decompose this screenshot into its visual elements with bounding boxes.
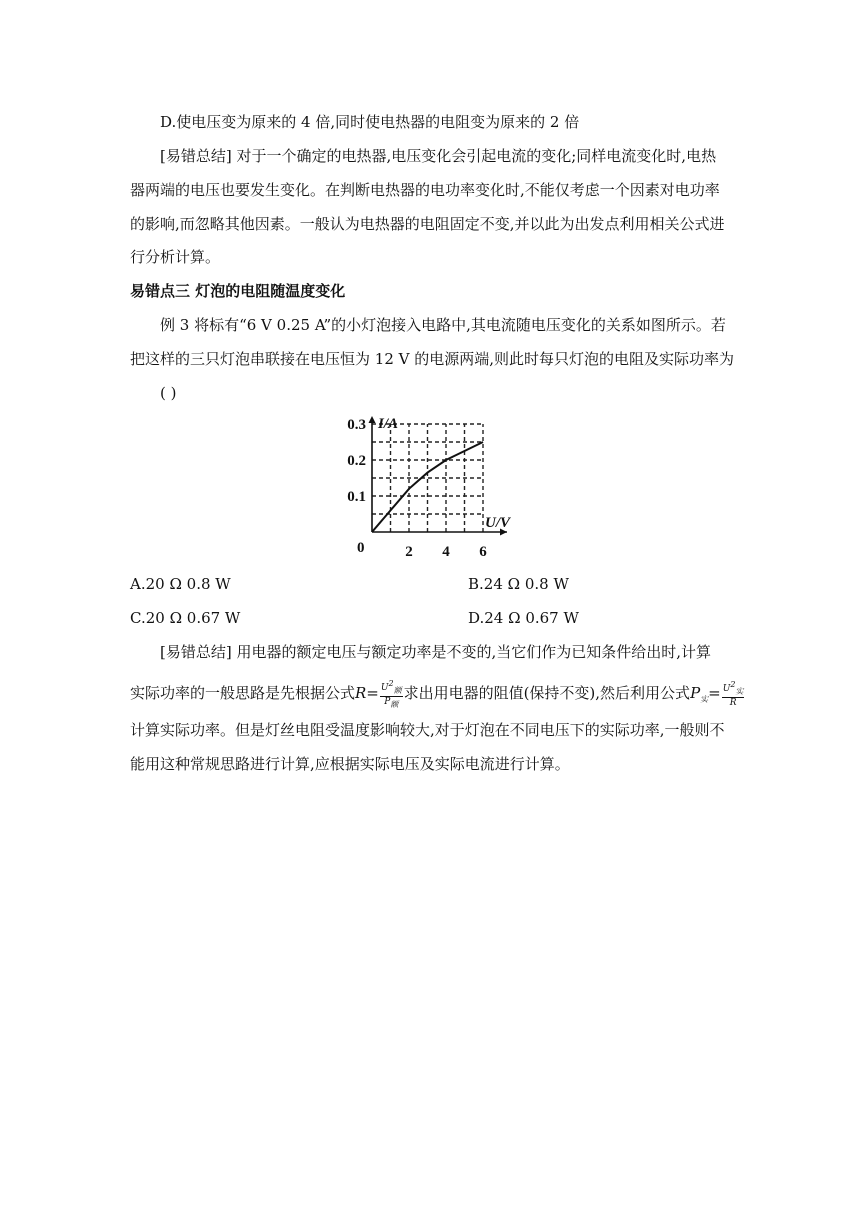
option-a[interactable]: A.20 Ω 0.8 W bbox=[130, 575, 231, 593]
x-tick-label: 6 bbox=[479, 544, 487, 560]
formula-power: $P_实=$ $\frac{U^2_实}{R}$ bbox=[690, 679, 744, 708]
y-tick-label: 0.1 bbox=[347, 489, 366, 505]
summary1-line1: [易错总结] 对于一个确定的电热器,电压变化会引起电流的变化;同样电流变化时,电热 bbox=[160, 147, 717, 165]
option-d-previous: D.使电压变为原来的 4 倍,同时使电热器的电阻变为原来的 2 倍 bbox=[160, 113, 580, 131]
y-axis-arrow bbox=[369, 416, 376, 423]
summary2-line3: 计算实际功率。但是灯丝电阻受温度影响较大,对于灯泡在不同电压下的实际功率,一般则不 bbox=[130, 721, 725, 739]
summary2-line2 bbox=[130, 678, 745, 710]
x-axis-label: U/V bbox=[485, 515, 511, 531]
current-voltage-chart bbox=[335, 410, 525, 560]
example3-line2: 把这样的三只灯泡串联接在电压恒为 12 V 的电源两端,则此时每只灯泡的电阻及实际功率为 bbox=[130, 350, 734, 368]
y-tick-label: 0.2 bbox=[347, 453, 366, 469]
y-tick-label: 0.3 bbox=[347, 417, 366, 433]
summary1-line2: 器两端的电压也要发生变化。在判断电热器的电功率变化时,不能仅考虑一个因素对电功率 bbox=[130, 181, 720, 199]
chart-grid bbox=[372, 424, 483, 532]
summary1-line4: 行分析计算。 bbox=[130, 248, 221, 266]
x-tick-label: 2 bbox=[405, 544, 413, 560]
origin-label: 0 bbox=[357, 540, 365, 556]
section-heading: 易错点三 灯泡的电阻随温度变化 bbox=[130, 282, 346, 300]
summary2-line2-start: 实际功率的一般思路是先根据公式 bbox=[130, 683, 356, 702]
example3-line1: 例 3 将标有“6 V 0.25 A”的小灯泡接入电路中,其电流随电压变化的关系如图所示。若 bbox=[160, 316, 726, 334]
x-tick-label: 4 bbox=[442, 544, 450, 560]
summary2-line2-middle: 求出用电器的阻值(保持不变),然后利用公式 bbox=[403, 683, 691, 702]
answer-blank: ( ) bbox=[160, 384, 177, 402]
option-b[interactable]: B.24 Ω 0.8 W bbox=[468, 575, 569, 593]
summary1-line3: 的影响,而忽略其他因素。一般认为电热器的电阻固定不变,并以此为出发点利用相关公式进 bbox=[130, 215, 725, 233]
option-d[interactable]: D.24 Ω 0.67 W bbox=[468, 609, 579, 627]
summary2-line1: [易错总结] 用电器的额定电压与额定功率是不变的,当它们作为已知条件给出时,计算 bbox=[160, 643, 712, 661]
y-axis-label: I/A bbox=[378, 416, 399, 432]
summary2-line4: 能用这种常规思路进行计算,应根据实际电压及实际电流进行计算。 bbox=[130, 755, 570, 773]
formula-resistance: R= $\frac{U^2_额}{P_额}$ bbox=[355, 679, 402, 709]
option-c[interactable]: C.20 Ω 0.67 W bbox=[130, 609, 241, 627]
